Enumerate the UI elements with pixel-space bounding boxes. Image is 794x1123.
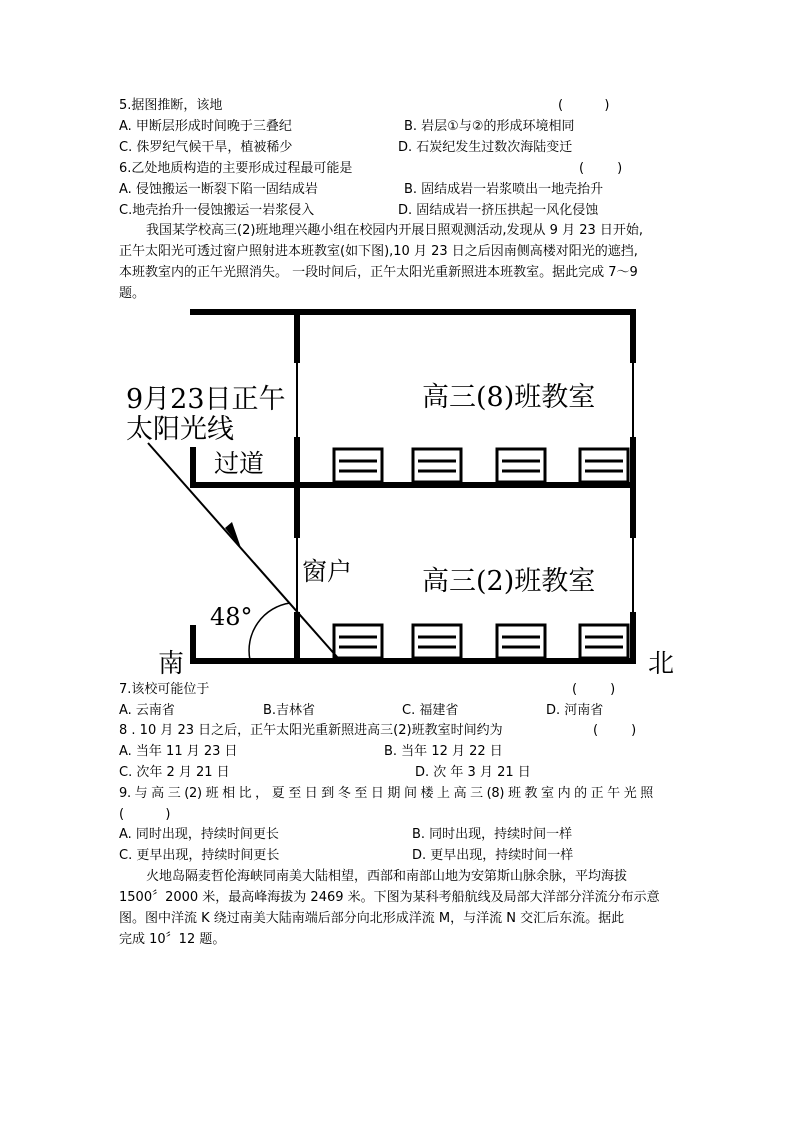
q6-option-a: A. 侵蚀搬运一断裂下陷一固结成岩 <box>119 182 318 197</box>
desk <box>334 449 382 482</box>
desk <box>580 625 628 658</box>
q5-stem: 5.据图推断，该地 <box>119 98 223 113</box>
q5-answer-blank: ( ) <box>558 98 610 113</box>
q9-option-b: B. 同时出现，持续时间一样 <box>412 827 573 842</box>
intro2-line2: 1500〞2000 米，最高峰海拔为 2469 米。下图为某科考船航线及局部大洋部分洋流分布示意 <box>119 890 660 905</box>
sunlight-label-line1: 9月23日正午 <box>126 384 286 415</box>
q5-option-b: B. 岩层①与②的形成环境相同 <box>404 119 575 134</box>
lower-right-wall <box>630 488 636 538</box>
desk <box>413 449 461 482</box>
intro2-line4: 完成 10〞12 题。 <box>119 932 226 947</box>
q8-option-c: C. 次年 2 月 21 日 <box>119 765 230 780</box>
q6-answer-blank: ( ) <box>579 161 623 176</box>
desk <box>497 449 545 482</box>
desk <box>580 449 628 482</box>
q8-stem: 8 . 10 月 23 日之后，正午太阳光重新照进高三(2)班教室时间约为 <box>119 723 503 738</box>
intro2-line1: 火地岛隔麦哲伦海峡同南美大陆相望，西部和南部山地为安第斯山脉余脉，平均海拔 <box>146 869 628 884</box>
q6-option-b: B. 固结成岩一岩浆喷出一地壳抬升 <box>404 182 604 197</box>
corridor-railing <box>190 447 196 485</box>
intro1-line4: 题。 <box>119 286 146 301</box>
q9-option-c: C. 更早出现，持续时间更长 <box>119 848 280 863</box>
q6-stem: 6.乙处地质构造的主要形成过程最可能是 <box>119 161 353 176</box>
desk <box>497 625 545 658</box>
q7-option-d: D. 河南省 <box>546 703 604 718</box>
intro1-line3: 本班教室内的正午光照消失。 一段时间后，正午太阳光重新照进本班教室。据此完成 7～9 <box>119 265 638 280</box>
q7-option-b: B.吉林省 <box>263 703 316 718</box>
sunlight-label-line2: 太阳光线 <box>126 414 234 445</box>
q9-answer-blank: ( ) <box>119 807 171 822</box>
q8-option-d: D. 次 年 3 月 21 日 <box>415 765 531 780</box>
upper-left-wall <box>294 315 300 363</box>
roof-line <box>190 309 636 315</box>
q7-answer-blank: ( ) <box>572 682 616 697</box>
upper-right-wall <box>630 315 636 363</box>
arrow-head-icon <box>225 522 241 548</box>
q7-option-c: C. 福建省 <box>402 703 459 718</box>
desk <box>413 625 461 658</box>
q7-option-a: A. 云南省 <box>119 703 175 718</box>
q9-option-a: A. 同时出现，持续时间更长 <box>119 827 279 842</box>
desk-row-lower <box>334 625 628 658</box>
south-label: 南 <box>158 649 185 679</box>
q6-option-c: C.地壳抬升一侵蚀搬运一岩浆侵入 <box>119 203 315 218</box>
intro1-line1: 我国某学校高三(2)班地理兴趣小组在校园内开展日照观测活动,发现从 9 月 23 日开始, <box>146 223 644 238</box>
north-label: 北 <box>648 649 675 679</box>
angle-label: 48° <box>210 603 253 631</box>
intro2-line3: 图。图中洋流 K 绕过南美大陆南端后部分向北形成洋流 M，与洋流 N 交汇后东流。据此 <box>119 911 625 926</box>
window-label: 窗户 <box>302 557 353 586</box>
q5-option-d: D. 石炭纪发生过数次海陆变迁 <box>398 140 573 155</box>
intro1-line2: 正午太阳光可透过窗户照射进本班教室(如下图),10 月 23 日之后因南侧高楼对阳光的遮挡, <box>119 244 638 259</box>
q8-answer-blank: ( ) <box>593 723 637 738</box>
room-upper-label: 高三(8)班教室 <box>422 382 596 413</box>
desk <box>334 625 382 658</box>
lower-left-wall <box>294 488 300 538</box>
q6-option-d: D. 固结成岩一挤压拱起一风化侵蚀 <box>398 203 599 218</box>
angle-arc <box>249 603 290 660</box>
q7-stem: 7.该校可能位于 <box>119 682 210 697</box>
q9-option-d: D. 更早出现，持续时间一样 <box>412 848 574 863</box>
q5-option-a: A. 甲断层形成时间晚于三叠纪 <box>119 119 292 134</box>
room-lower-label: 高三(2)班教室 <box>422 566 596 597</box>
q9-stem: 9. 与 高 三 (2) 班 相 比 ， 夏 至 日 到 冬 至 日 期 间 楼 上 高 三 (8) 班 教 室 内 的 正 午 光 照 <box>119 786 653 801</box>
q8-option-b: B. 当年 12 月 22 日 <box>384 744 503 759</box>
q8-option-a: A. 当年 11 月 23 日 <box>119 744 238 759</box>
q5-option-c: C. 侏罗纪气候干旱，植被稀少 <box>119 140 293 155</box>
corridor-label: 过道 <box>214 449 265 478</box>
desk-row-upper <box>334 449 628 482</box>
